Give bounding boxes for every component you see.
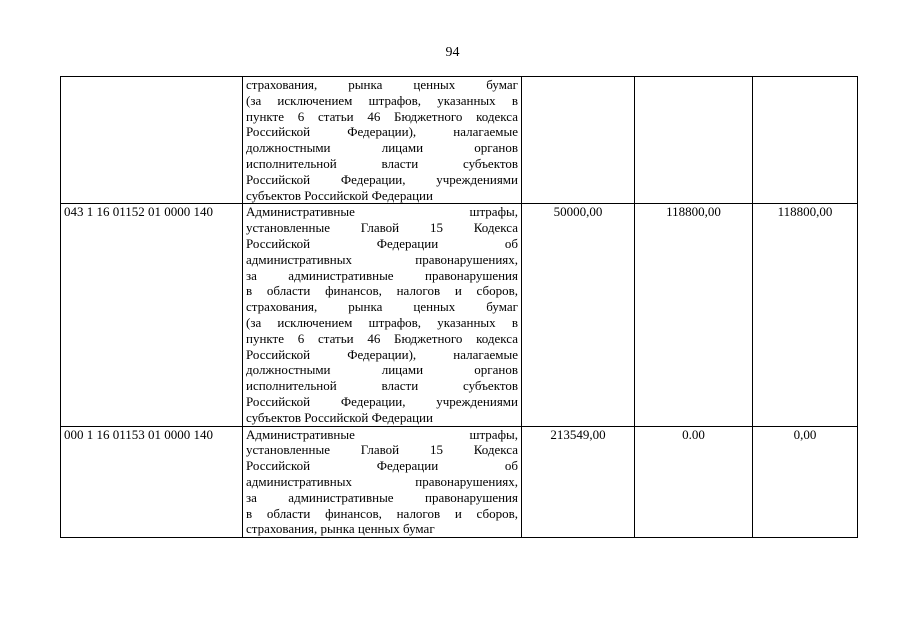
name-text-line: Российской Федерации), налагаемые bbox=[246, 124, 518, 140]
name-text-line: пункте 6 статьи 46 Бюджетного кодекса bbox=[246, 330, 518, 346]
amount-cell-2 bbox=[635, 77, 753, 204]
amount-cell-3: 0,00 bbox=[753, 426, 858, 538]
amount-cell-3 bbox=[753, 77, 858, 204]
name-text-line: установленные Главой 15 Кодекса bbox=[246, 220, 518, 236]
amount-cell-1: 50000,00 bbox=[522, 204, 635, 426]
name-text-line: установленные Главой 15 Кодекса bbox=[246, 442, 518, 458]
name-text-line: исполнительной власти субъектов bbox=[246, 378, 518, 394]
name-text-line: Административные штрафы, bbox=[246, 204, 518, 220]
amount-cell-2: 118800,00 bbox=[635, 204, 753, 426]
amount-cell-1: 213549,00 bbox=[522, 426, 635, 538]
amount-cell-3: 118800,00 bbox=[753, 204, 858, 426]
name-text-line: административных правонарушениях, bbox=[246, 473, 518, 489]
name-text-line: должностными лицами органов bbox=[246, 140, 518, 156]
table-row bbox=[61, 426, 858, 538]
name-text-line: в области финансов, налогов и сборов, bbox=[246, 505, 518, 521]
revenue-name-cell bbox=[243, 204, 522, 426]
name-text-line: (за исключением штрафов, указанных в bbox=[246, 92, 518, 108]
name-text-line: исполнительной власти субъектов bbox=[246, 155, 518, 171]
name-text-line: (за исключением штрафов, указанных в bbox=[246, 314, 518, 330]
name-text-line: должностными лицами органов bbox=[246, 362, 518, 378]
name-text-line: административных правонарушениях, bbox=[246, 251, 518, 267]
name-text-line: Российской Федерации), налагаемые bbox=[246, 346, 518, 362]
name-text-line: субъектов Российской Федерации bbox=[246, 409, 433, 425]
name-text-line: Российской Федерации, учреждениями bbox=[246, 393, 518, 409]
name-text-line: Российской Федерации об bbox=[246, 235, 518, 251]
name-text-line: Административные штрафы, bbox=[246, 426, 518, 442]
amount-cell-2: 0.00 bbox=[635, 426, 753, 538]
revenue-name-cell bbox=[243, 426, 522, 538]
table-body bbox=[61, 77, 858, 538]
name-text-line: за административные правонарушения bbox=[246, 267, 518, 283]
revenue-name-cell bbox=[243, 77, 522, 204]
name-text-line: субъектов Российской Федерации bbox=[246, 187, 433, 203]
name-text-line: Российской Федерации об bbox=[246, 458, 518, 474]
revenue-code-cell: 043 1 16 01152 01 0000 140 bbox=[61, 204, 243, 426]
name-text-line: страхования, рынка ценных бумаг bbox=[246, 521, 435, 537]
page-number: 94 bbox=[445, 45, 460, 60]
amount-cell-1 bbox=[522, 77, 635, 204]
name-text-line: за административные правонарушения bbox=[246, 489, 518, 505]
table-row bbox=[61, 77, 858, 204]
name-text-line: страхования, рынка ценных бумаг bbox=[246, 77, 518, 92]
table-row bbox=[61, 204, 858, 426]
name-text-line: Российской Федерации, учреждениями bbox=[246, 171, 518, 187]
name-text-line: в области финансов, налогов и сборов, bbox=[246, 283, 518, 299]
name-text-line: пункте 6 статьи 46 Бюджетного кодекса bbox=[246, 108, 518, 124]
revenue-code-cell bbox=[61, 77, 243, 204]
name-text-line: страхования, рынка ценных бумаг bbox=[246, 299, 518, 315]
revenue-code-cell: 000 1 16 01153 01 0000 140 bbox=[61, 426, 243, 538]
budget-table bbox=[60, 76, 858, 538]
